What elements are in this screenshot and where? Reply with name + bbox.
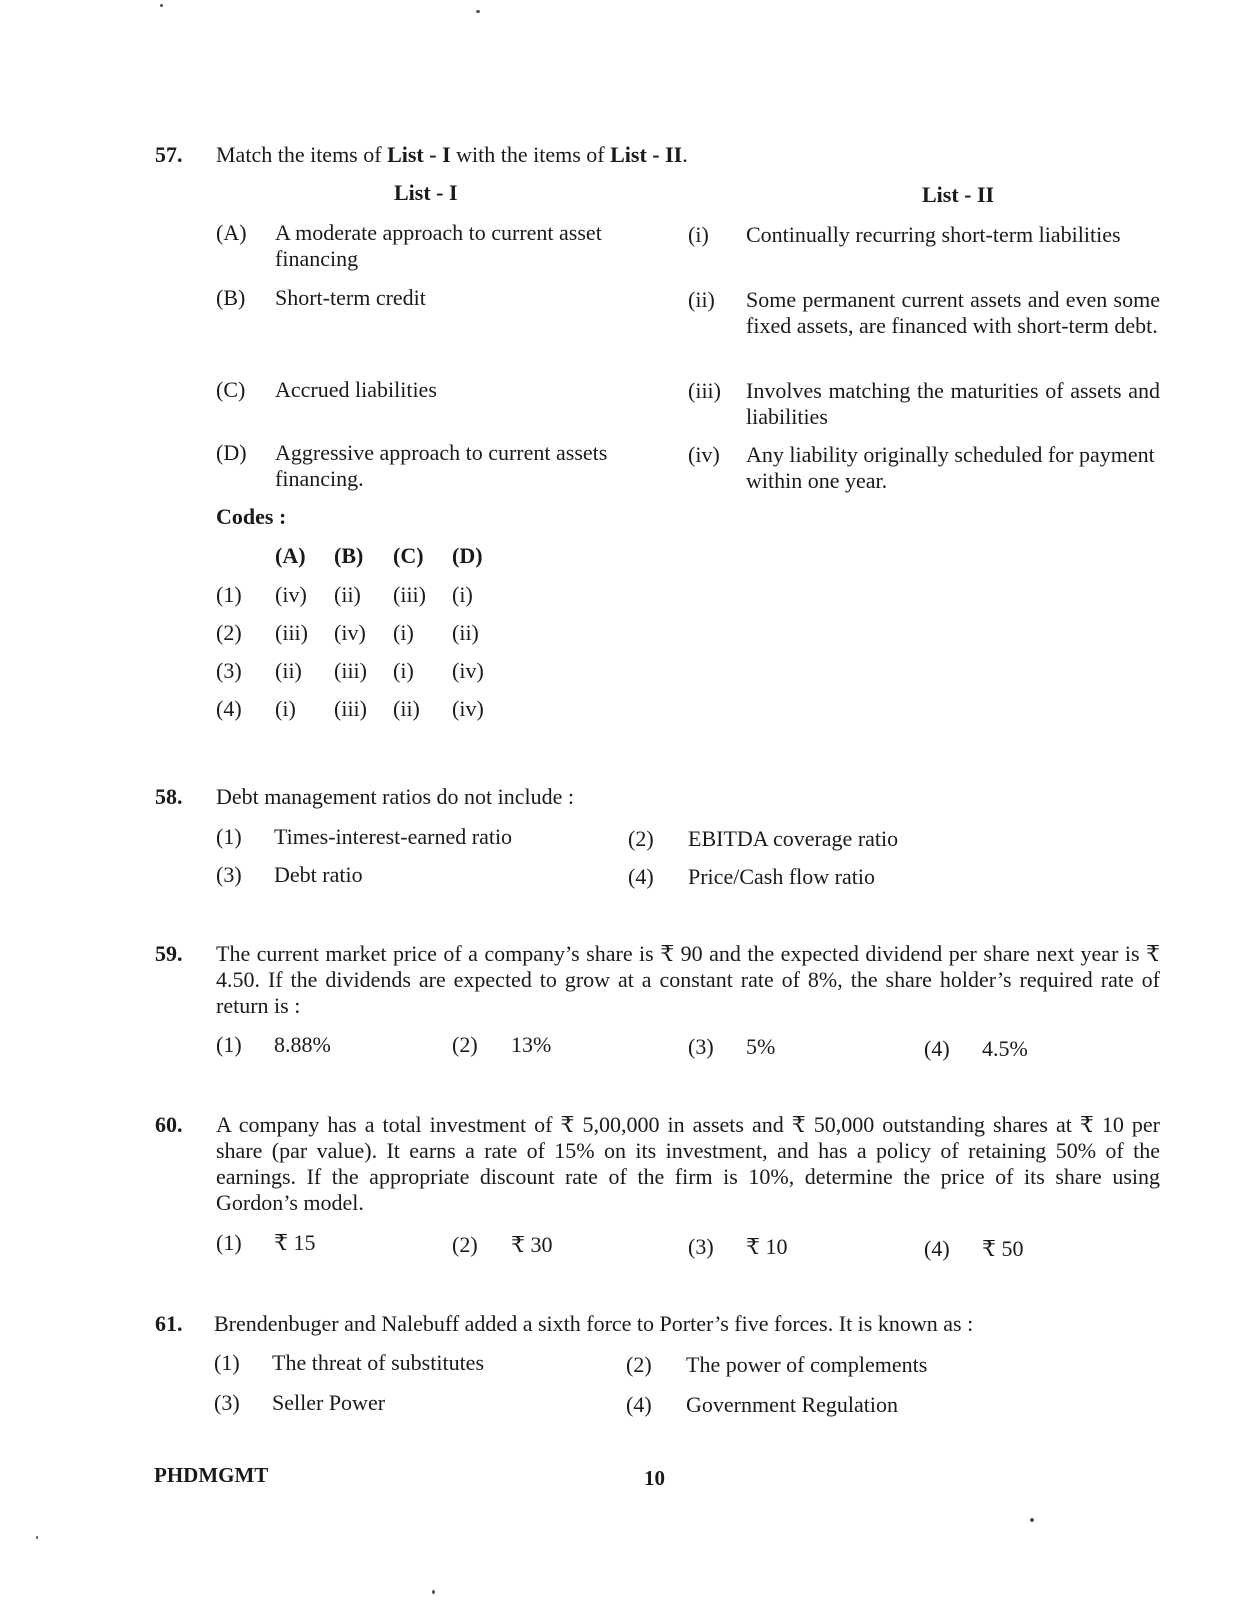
codes-cell: (iii) (393, 582, 426, 607)
option-text[interactable]: ₹ 10 (746, 1234, 788, 1259)
option-label[interactable]: (4) (628, 864, 654, 889)
list1-header: List - I (394, 180, 458, 205)
codes-cell: (iv) (275, 582, 307, 607)
stem-text: . (682, 142, 688, 167)
option-text[interactable]: 4.5% (982, 1036, 1028, 1061)
codes-cell: (ii) (393, 696, 420, 721)
option-label[interactable]: (1) (216, 824, 242, 849)
option-text[interactable]: Seller Power (272, 1390, 386, 1415)
option-label[interactable]: (3) (214, 1390, 240, 1415)
codes-header-d: (D) (452, 543, 483, 568)
option-label[interactable]: (3) (688, 1234, 714, 1259)
question-number: 58. (155, 784, 183, 809)
codes-cell: (ii) (452, 620, 479, 645)
codes-option[interactable]: (3) (216, 658, 242, 683)
question-number: 59. (155, 941, 183, 966)
list1-label: (A) (216, 220, 247, 245)
codes-header-b: (B) (334, 543, 364, 568)
option-label[interactable]: (3) (216, 862, 242, 887)
codes-cell: (iii) (334, 696, 367, 721)
scan-speck (1030, 1518, 1034, 1522)
list1-item: Aggressive approach to current assets financing. (275, 440, 608, 491)
codes-cell: (ii) (334, 582, 361, 607)
option-label[interactable]: (2) (452, 1032, 478, 1057)
scan-speck (160, 4, 163, 7)
scan-speck (476, 10, 480, 13)
paper-code: PHDMGMT (154, 1463, 269, 1487)
question-number: 61. (155, 1311, 183, 1336)
list2-label: (ii) (688, 287, 715, 312)
codes-cell: (ii) (275, 658, 302, 683)
list1-label: (D) (216, 440, 247, 465)
option-label[interactable]: (4) (924, 1036, 950, 1061)
codes-cell: (i) (393, 658, 414, 683)
option-label[interactable]: (4) (924, 1236, 950, 1261)
codes-cell: (i) (393, 620, 414, 645)
scan-speck (36, 1536, 38, 1539)
question-stem (216, 142, 688, 168)
codes-cell: (i) (275, 696, 296, 721)
option-text[interactable]: 5% (746, 1034, 776, 1059)
option-label[interactable]: (1) (216, 1230, 242, 1255)
option-text[interactable]: ₹ 30 (511, 1232, 553, 1257)
codes-cell: (iii) (275, 620, 308, 645)
list2-item: Involves matching the maturities of assets and liabilities (746, 378, 1160, 429)
option-label[interactable]: (4) (626, 1392, 652, 1417)
option-text[interactable]: The power of complements (686, 1352, 928, 1377)
list2-label: (iii) (688, 378, 721, 403)
option-text[interactable]: 8.88% (274, 1032, 331, 1057)
option-label[interactable]: (1) (216, 1032, 242, 1057)
option-text[interactable]: 13% (511, 1032, 552, 1057)
option-text[interactable]: Government Regulation (686, 1392, 899, 1417)
option-label[interactable]: (2) (626, 1352, 652, 1377)
codes-cell: (iv) (334, 620, 366, 645)
option-text[interactable]: Times-interest-earned ratio (274, 824, 513, 849)
question-stem: The current market price of a company’s share is ₹ 90 and the expected dividend per share next year is ₹ 4.50. If the dividends are expected to grow at a constant rate of 8%, the share holder’s required rate of return is : (216, 941, 1160, 1018)
stem-list2: List - II (610, 142, 683, 167)
list2-header: List - II (922, 182, 995, 207)
stem-list1: List - I (387, 142, 451, 167)
option-label[interactable]: (3) (688, 1034, 714, 1059)
codes-cell: (i) (452, 582, 473, 607)
question-number: 57. (155, 142, 183, 167)
list2-item: Any liability originally scheduled for payment within one year. (746, 442, 1155, 493)
codes-option[interactable]: (2) (216, 620, 242, 645)
stem-text: Match the items of (216, 142, 388, 167)
codes-cell: (iii) (334, 658, 367, 683)
list1-item: Accrued liabilities (275, 377, 437, 402)
list2-item: Some permanent current assets and even some fixed assets, are financed with short-term debt. (746, 287, 1160, 338)
list1-item: A moderate approach to current asset financing (275, 220, 602, 271)
option-label[interactable]: (1) (214, 1350, 240, 1375)
scan-speck (432, 1590, 435, 1594)
question-number: 60. (155, 1112, 183, 1137)
question-stem: Brendenbuger and Nalebuff added a sixth force to Porter’s five forces. It is known as : (214, 1311, 974, 1336)
question-stem: Debt management ratios do not include : (216, 784, 575, 809)
list1-label: (B) (216, 285, 246, 310)
codes-label: Codes : (216, 504, 287, 529)
option-text[interactable]: Price/Cash flow ratio (688, 864, 875, 889)
option-label[interactable]: (2) (628, 826, 654, 851)
codes-header-c: (C) (393, 543, 424, 568)
codes-cell: (iv) (452, 696, 484, 721)
codes-option[interactable]: (4) (216, 696, 242, 721)
stem-text: with the items of (450, 142, 611, 167)
question-stem: A company has a total investment of ₹ 5,00,000 in assets and ₹ 50,000 outstanding shares at ₹ 10 per share (par value). It earns a rate of 15% on its investment, and has a policy of retaining 50% of the earnings. If the appropriate discount rate of the firm is 10%, determine the price of its share using Gordon’s model. (216, 1112, 1160, 1215)
codes-cell: (iv) (452, 658, 484, 683)
list1-item: Short-term credit (275, 285, 426, 310)
option-label[interactable]: (2) (452, 1232, 478, 1257)
option-text[interactable]: The threat of substitutes (272, 1350, 485, 1375)
option-text[interactable]: ₹ 50 (982, 1236, 1024, 1261)
option-text[interactable]: EBITDA coverage ratio (688, 826, 899, 851)
page-number: 10 (644, 1466, 665, 1490)
list2-label: (i) (688, 222, 709, 247)
list2-label: (iv) (688, 442, 720, 467)
option-text[interactable]: ₹ 15 (274, 1230, 316, 1255)
option-text[interactable]: Debt ratio (274, 862, 363, 887)
codes-option[interactable]: (1) (216, 582, 242, 607)
codes-header-a: (A) (275, 543, 306, 568)
list2-item: Continually recurring short-term liabilities (746, 222, 1121, 247)
list1-label: (C) (216, 377, 246, 402)
